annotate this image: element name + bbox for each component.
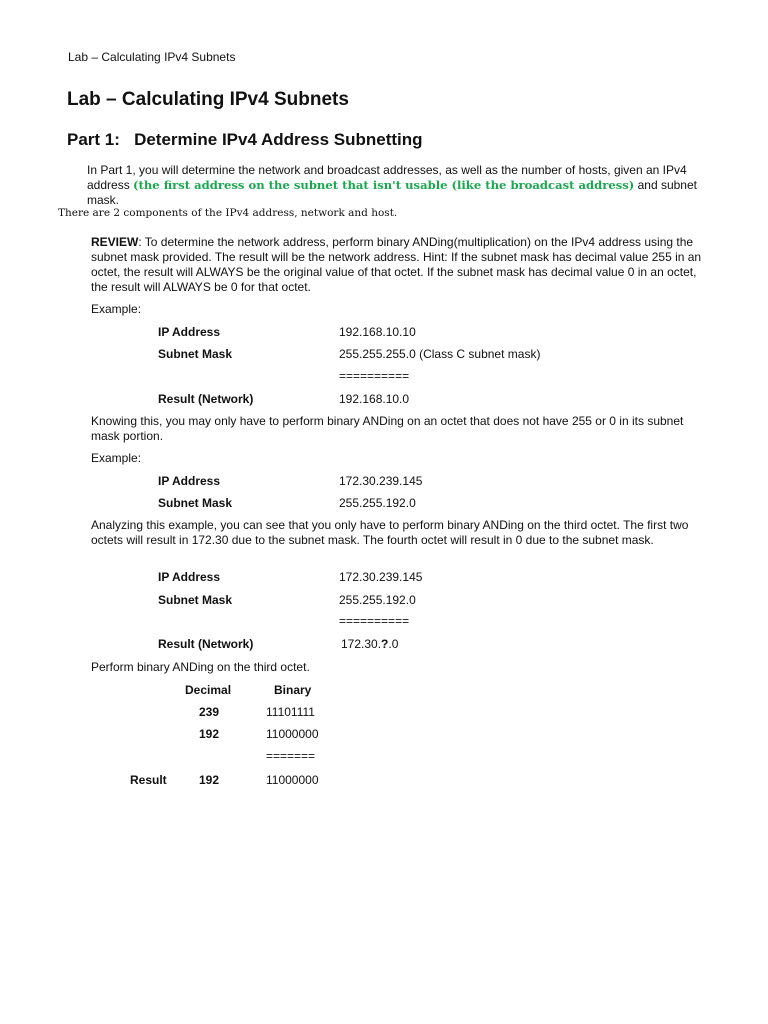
review-paragraph [91,235,703,295]
ex3-ip-value: 172.30.239.145 [339,570,423,584]
ex3-result-value [341,637,398,652]
table-row1-decimal: 239 [199,705,220,719]
ex1-result-value: 192.168.10.0 [339,392,410,406]
table-row2-binary: 11000000 [266,727,319,741]
table-row2-decimal: 192 [199,727,220,741]
table-result-label: Result [130,773,167,787]
ex3-result-unknown: ? [381,637,389,651]
table-separator: ======= [266,749,316,763]
intro-text-b: and subnet mask. [87,178,697,207]
table-row1-binary: 11101111 [266,705,315,719]
table-header-binary: Binary [274,683,312,697]
ex3-separator: ========== [339,614,410,628]
ex1-ip-value: 192.168.10.10 [339,325,416,339]
example-label-1: Example: [91,302,142,316]
ex1-mask-label: Subnet Mask [158,347,233,361]
review-text: : To determine the network address, perform binary ANDing(multiplication) on the IPv4 address using the subnet mask provided. The result will be the network address. Hint: If the subnet mask has decimal value 255 in an octet, the result will ALWAYS be the original value of that octet. If the subnet mask has decimal value 0 in an octet, the result will ALWAYS be 0 for that octet. [91,235,702,294]
intro-highlight: (the first address on the subnet that isn't usable (like the broadcast address) [133,178,635,192]
example-label-2: Example: [91,451,142,465]
ex2-mask-value: 255.255.192.0 [339,496,416,510]
ex3-ip-label: IP Address [158,570,221,584]
perform-anding-text: Perform binary ANDing on the third octet. [91,660,310,674]
ex3-mask-label: Subnet Mask [158,593,233,607]
intro-text-a: In Part 1, you will determine the network and broadcast addresses, as well as the number of hosts, given an IPv4 address [87,163,687,192]
ex3-mask-value: 255.255.192.0 [339,593,416,607]
ex3-result-label: Result (Network) [158,637,254,651]
review-label: REVIEW [91,235,139,249]
ex1-ip-label: IP Address [158,325,221,339]
ex1-mask-value: 255.255.255.0 (Class C subnet mask) [339,347,541,361]
table-header-decimal: Decimal [185,683,232,697]
intro-paragraph [87,163,702,208]
ex3-result-part-b: .0 [388,637,399,651]
ex2-ip-value: 172.30.239.145 [339,474,423,488]
ex3-result-part-a: 172.30. [341,637,382,651]
ex1-separator: ========== [339,369,410,383]
annotation-note: There are 2 components of the IPv4 address, network and host. [58,207,398,219]
table-result-decimal: 192 [199,773,220,787]
ex2-mask-label: Subnet Mask [158,496,233,510]
analyzing-paragraph: Analyzing this example, you can see that you only have to perform binary ANDing on the third octet. The first two octets will result in 172.30 due to the subnet mask. The fourth octet will result in 0 due to the subnet mask. [91,518,689,547]
page-title: Lab – Calculating IPv4 Subnets [67,89,349,110]
running-header: Lab – Calculating IPv4 Subnets [68,50,236,64]
table-result-binary: 11000000 [266,773,319,787]
knowing-paragraph: Knowing this, you may only have to perform binary ANDing on an octet that does not have 255 or 0 in its subnet mask portion. [91,414,684,443]
ex2-ip-label: IP Address [158,474,221,488]
ex1-result-label: Result (Network) [158,392,254,406]
section-heading-part1: Part 1: Determine IPv4 Address Subnetting [67,130,423,149]
